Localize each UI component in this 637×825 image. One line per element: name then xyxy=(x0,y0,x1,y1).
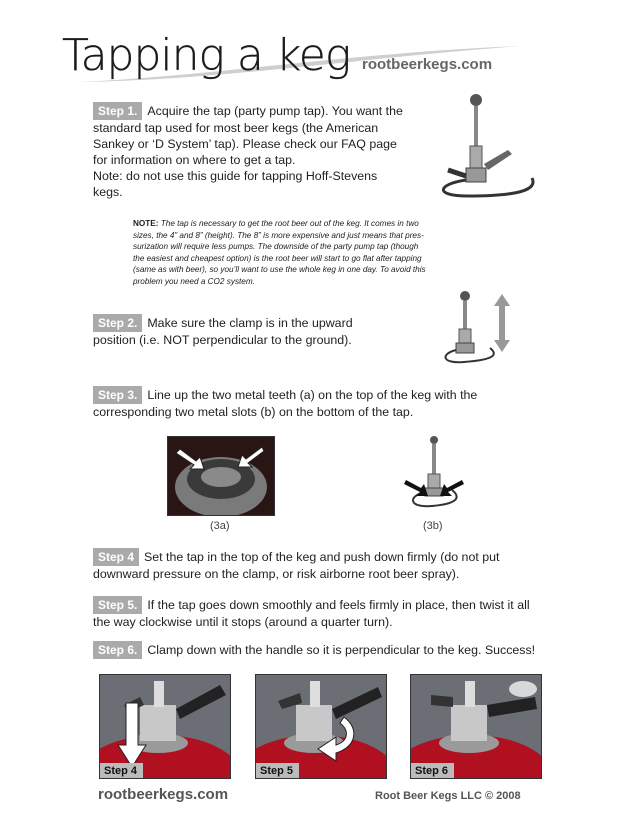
step-4-photo xyxy=(99,674,231,779)
step-4-line-1: Set the tap in the top of the keg and push down firmly (do not put xyxy=(144,550,500,564)
step-1 xyxy=(93,102,423,200)
caption-3b: (3b) xyxy=(423,520,443,532)
step-1-line-2: standard tap used for most beer kegs (the American xyxy=(93,121,379,135)
page-title: Tapping a keg xyxy=(62,30,351,81)
note-label: NOTE: xyxy=(133,219,159,228)
step-1-line-5: Note: do not use this guide for tapping Hoff-Stevens xyxy=(93,169,378,183)
note-line-1: The tap is necessary to get the root beer out of the keg. It comes in two xyxy=(160,219,419,228)
caption-3a: (3a) xyxy=(210,520,230,532)
step-5-label: Step 5. xyxy=(93,596,142,614)
step-5-line-2: the way clockwise until it stops (around a quarter turn). xyxy=(93,615,393,629)
step-2-label: Step 2. xyxy=(93,314,142,332)
step-1-line-6: kegs. xyxy=(93,185,123,199)
step-4-line-2: downward pressure on the clamp, or risk airborne root beer spray). xyxy=(93,567,460,581)
tap-clamp-up-illustration xyxy=(440,288,520,368)
step-3-label: Step 3. xyxy=(93,386,142,404)
step-2-line-2: position (i.e. NOT perpendicular to the ground). xyxy=(93,333,352,347)
step-6-photo-label: Step 6 xyxy=(411,763,454,778)
header-site-name: rootbeerkegs.com xyxy=(362,56,493,73)
step-6-photo xyxy=(410,674,542,779)
step-6-label: Step 6. xyxy=(93,641,142,659)
note-line-3: surization will require less pumps. The downside of the party pump tap (though xyxy=(133,242,419,251)
keg-top-photo xyxy=(167,436,275,516)
footer-copyright: Root Beer Kegs LLC © 2008 xyxy=(375,790,521,802)
tap-illustration xyxy=(428,92,540,202)
note-line-6: problem you need a CO2 system. xyxy=(133,276,255,286)
step-6-line-1: Clamp down with the handle so it is perpendicular to the keg. Success! xyxy=(147,643,536,657)
note-line-4: the easiest and cheapest option) is the root beer will start to go flat after tapping xyxy=(133,253,422,263)
step-5 xyxy=(93,596,563,630)
tap-slots-illustration xyxy=(396,434,476,516)
step-3 xyxy=(93,386,553,420)
note-line-5: (same as with beer), so you’ll want to use the whole keg in one day. To avoid this xyxy=(133,265,426,274)
step-4 xyxy=(93,548,563,582)
step-3-line-1: Line up the two metal teeth (a) on the top of the keg with the xyxy=(147,388,478,402)
step-3-line-2: corresponding two metal slots (b) on the bottom of the tap. xyxy=(93,405,414,419)
step-4-photo-label: Step 4 xyxy=(100,763,143,778)
step-5-line-1: If the tap goes down smoothly and feels firmly in place, then twist it all xyxy=(147,598,530,612)
step-2 xyxy=(93,314,413,348)
step-1-line-4: for information on where to get a tap. xyxy=(93,153,296,167)
footer-site-name: rootbeerkegs.com xyxy=(98,786,229,803)
step-2-line-1: Make sure the clamp is in the upward xyxy=(147,316,353,330)
step-4-label: Step 4 xyxy=(93,548,139,566)
step-5-photo-label: Step 5 xyxy=(256,763,299,778)
note-block xyxy=(133,218,503,287)
step-1-line-3: Sankey or ‘D System’ tap). Please check our FAQ page xyxy=(93,137,397,151)
note-line-2: sizes, the 4” and 8” (height). The 8” is more expensive and just means that pres- xyxy=(133,230,424,240)
step-1-line-1: Acquire the tap (party pump tap). You want the xyxy=(147,104,403,118)
step-1-label: Step 1. xyxy=(93,102,142,120)
step-5-photo xyxy=(255,674,387,779)
step-6 xyxy=(93,641,563,659)
